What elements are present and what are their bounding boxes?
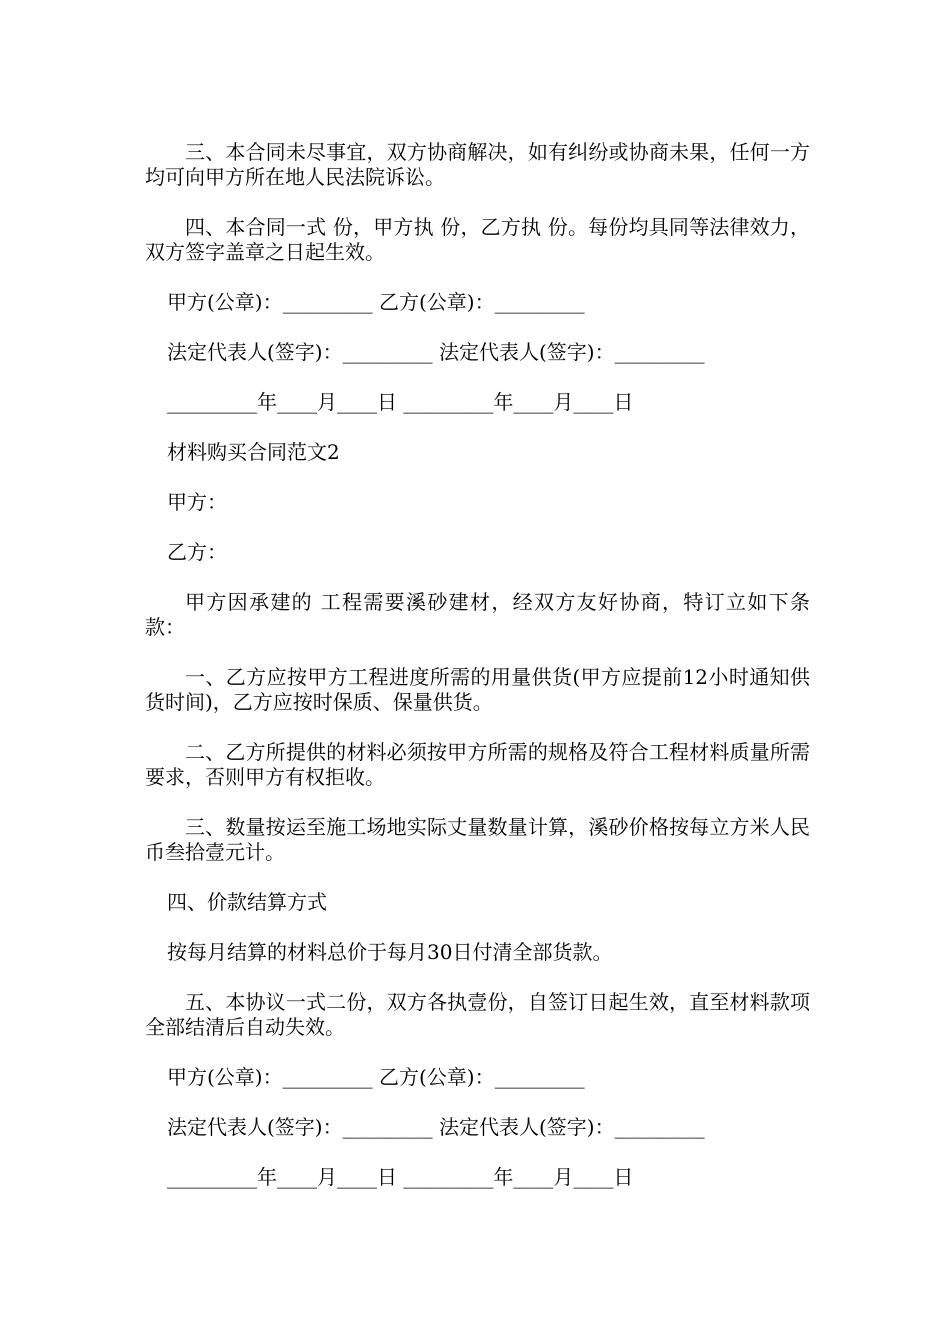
preamble: 甲方因承建的 工程需要溪砂建材，经双方友好协商，特订立如下条款： xyxy=(145,590,810,639)
seal-line-2: 甲方(公章)：_________ 乙方(公章)：_________ xyxy=(167,1065,585,1089)
clause-copies: 四、本合同一式 份，甲方执 份，乙方执 份。每份均具同等法律效力，双方签字盖章之日起生效。 xyxy=(145,215,810,264)
clause-supply: 一、乙方应按甲方工程进度所需的用量供货(甲方应提前12小时通知供货时间)，乙方应按时保质、保量供货。 xyxy=(145,665,810,714)
clause-payment-detail: 按每月结算的材料总价于每月30日付清全部货款。 xyxy=(167,940,613,964)
clause-quality: 二、乙方所提供的材料必须按甲方所需的规格及符合工程材料质量所需要求，否则甲方有权拒收。 xyxy=(145,740,810,789)
party-a-label: 甲方： xyxy=(167,490,227,514)
representative-line: 法定代表人(签字)：_________ 法定代表人(签字)：_________ xyxy=(167,340,705,364)
date-line: _________年____月____日 _________年____月____日 xyxy=(167,390,634,414)
representative-line-2: 法定代表人(签字)：_________ 法定代表人(签字)：_________ xyxy=(167,1115,705,1139)
party-b-label: 乙方： xyxy=(167,540,227,564)
clause-validity: 五、本协议一式二份，双方各执壹份，自签订日起生效，直至材料款项全部结清后自动失效。 xyxy=(145,990,810,1039)
clause-quantity-price: 三、数量按运至施工场地实际丈量数量计算，溪砂价格按每立方米人民币叁拾壹元计。 xyxy=(145,815,810,864)
section-title: 材料购买合同范文2 xyxy=(167,440,340,464)
document-page xyxy=(145,140,810,1215)
clause-payment-heading: 四、价款结算方式 xyxy=(167,890,327,914)
clause-dispute: 三、本合同未尽事宜，双方协商解决，如有纠纷或协商未果，任何一方均可向甲方所在地人民法院诉讼。 xyxy=(145,140,810,189)
date-line-2: _________年____月____日 _________年____月____日 xyxy=(167,1165,634,1189)
seal-line: 甲方(公章)：_________ 乙方(公章)：_________ xyxy=(167,290,585,314)
